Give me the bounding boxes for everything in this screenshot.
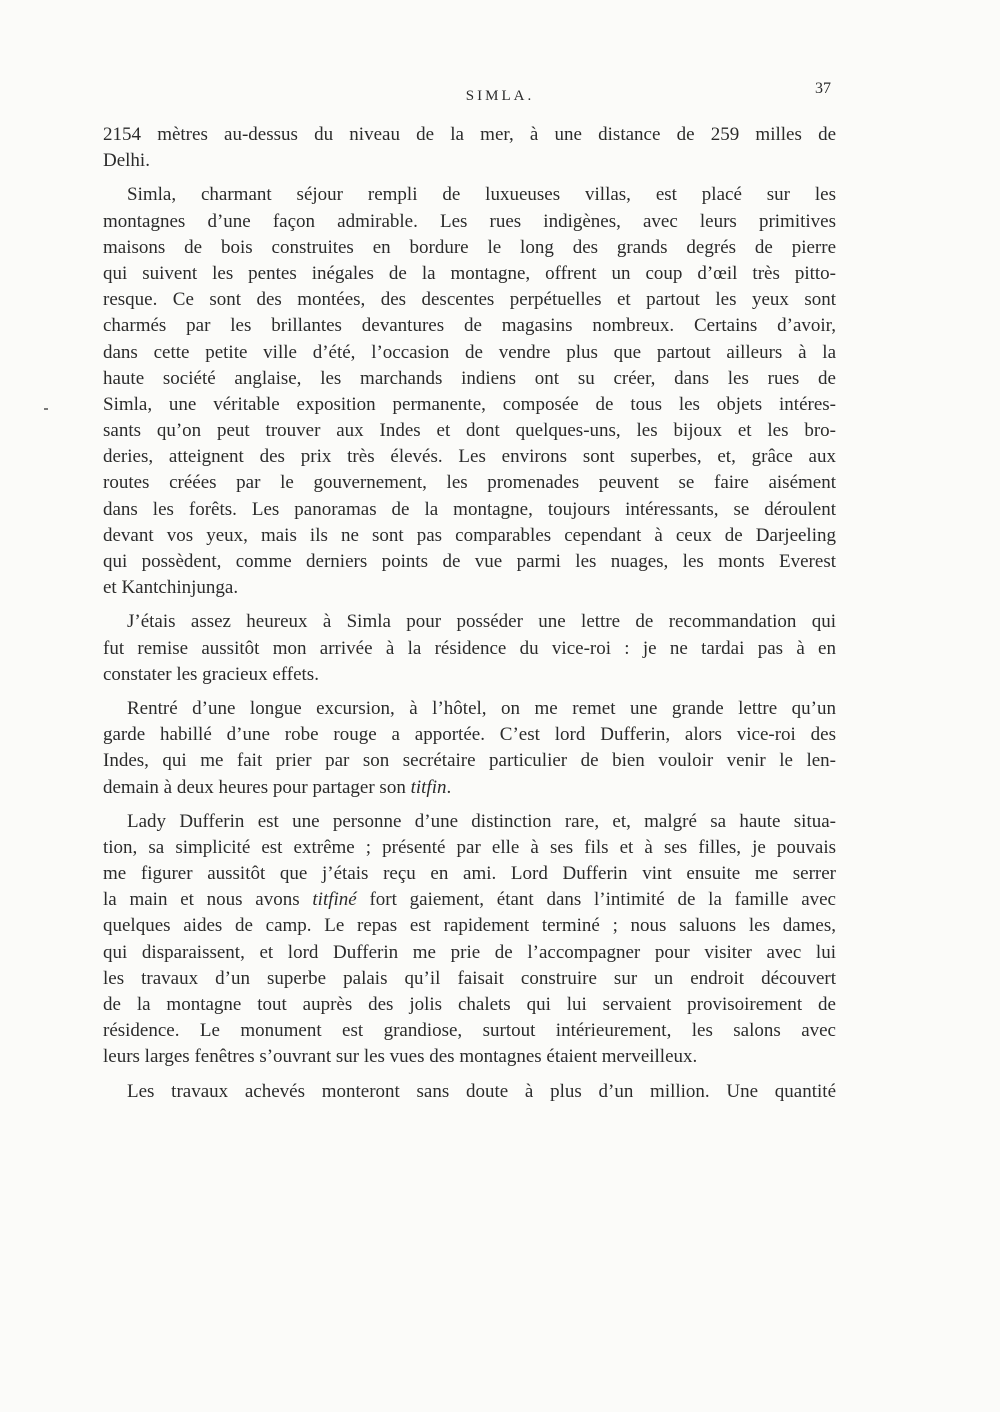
text-line: constater les gracieux effets. (103, 663, 319, 685)
paragraph (103, 696, 836, 801)
text-line: J’étais assez heureux à Simla pour posséder une lettre de recommandation qui (127, 611, 836, 633)
text-line: Les travaux achevés monteront sans doute à plus d’un million. Une quantité (127, 1080, 836, 1102)
text-line: Indes, qui me fait prier par son secrétaire particulier de bien vouloir venir le len- (103, 750, 836, 772)
text-line: resque. Ce sont des montées, des descentes perpétuelles et partout les yeux sont (103, 289, 836, 311)
text-line: charmés par les brillantes devantures de magasins nombreux. Certains d’avoir, (103, 315, 836, 337)
margin-mark (44, 408, 48, 410)
body-text (103, 122, 836, 1105)
text-line: Rentré d’une longue excursion, à l’hôtel, on me remet une grande lettre qu’un (127, 697, 836, 719)
paragraph (103, 182, 836, 601)
text-line: Delhi. (103, 150, 150, 172)
text-line: Simla, charmant séjour rempli de luxueuses villas, est placé sur les (127, 184, 836, 206)
paragraph (103, 609, 836, 688)
text-line: maisons de bois construites en bordure le long des grands degrés de pierre (103, 236, 836, 258)
text-line: la main et nous avons titfiné fort gaiement, étant dans l’intimité de la famille avec (103, 889, 836, 911)
text-line: dans cette petite ville d’été, l’occasion de vendre plus que partout ailleurs à la (103, 341, 836, 363)
text-line: haute société anglaise, les marchands indiens ont su créer, dans les rues de (103, 367, 836, 389)
text-line: demain à deux heures pour partager son titfin. (103, 776, 452, 798)
page-number: 37 (815, 80, 831, 97)
text-line: qui suivent les pentes inégales de la montagne, offrent un coup d’œil très pitto- (103, 262, 836, 284)
text-line: tion, sa simplicité est extrême ; présenté par elle à ses fils et à ses filles, je pouvais (103, 836, 836, 858)
text-line: leurs larges fenêtres s’ouvrant sur les vues des montagnes étaient merveilleux. (103, 1046, 698, 1068)
text-line: garde habillé d’une robe rouge a apportée. C’est lord Dufferin, alors vice-roi des (103, 724, 836, 746)
text-line: quelques aides de camp. Le repas est rapidement terminé ; nous saluons les dames, (103, 915, 836, 937)
text-line: les travaux d’un superbe palais qu’il faisait construire sur un endroit découvert (103, 967, 836, 989)
text-line: et Kantchinjunga. (103, 577, 239, 599)
text-line: qui possèdent, comme derniers points de vue parmi les nuages, les monts Everest (103, 551, 836, 572)
text-line: me figurer aussitôt que j’étais reçu en ami. Lord Dufferin vint ensuite me serrer (103, 863, 836, 885)
text-line: montagnes d’une façon admirable. Les rues indigènes, avec leurs primitives (103, 210, 836, 232)
text-line: de la montagne tout auprès des jolis chalets qui lui servaient provisoirement de (103, 994, 836, 1015)
text-line: résidence. Le monument est grandiose, surtout intérieurement, les salons avec (103, 1020, 836, 1042)
paragraph (103, 122, 836, 174)
text-line: sants qu’on peut trouver aux Indes et dont quelques-uns, les bijoux et les bro- (103, 420, 836, 442)
text-line: dans les forêts. Les panoramas de la montagne, toujours intéressants, se déroulent (103, 498, 836, 520)
text-line: qui disparaissent, et lord Dufferin me prie de l’accompagner pour visiter avec lui (103, 941, 836, 963)
text-line: deries, atteignent des prix très élevés. Les environs sont superbes, et, grâce aux (103, 446, 836, 468)
text-line: 2154 mètres au-dessus du niveau de la mer, à une distance de 259 milles de (103, 124, 836, 145)
text-line: Simla, une véritable exposition permanente, composée de tous les objets intéres- (103, 393, 836, 415)
text-line: fut remise aussitôt mon arrivée à la résidence du vice-roi : je ne tardai pas à en (103, 637, 836, 659)
paragraph (103, 809, 836, 1071)
running-title: SIMLA. (465, 88, 535, 104)
text-line: Lady Dufferin est une personne d’une distinction rare, et, malgré sa haute situa- (127, 810, 836, 832)
text-line: routes créées par le gouvernement, les promenades peuvent se faire aisément (103, 472, 836, 494)
paragraph (103, 1079, 836, 1105)
text-line: devant vos yeux, mais ils ne sont pas comparables cependant à ceux de Darjeeling (103, 524, 836, 546)
